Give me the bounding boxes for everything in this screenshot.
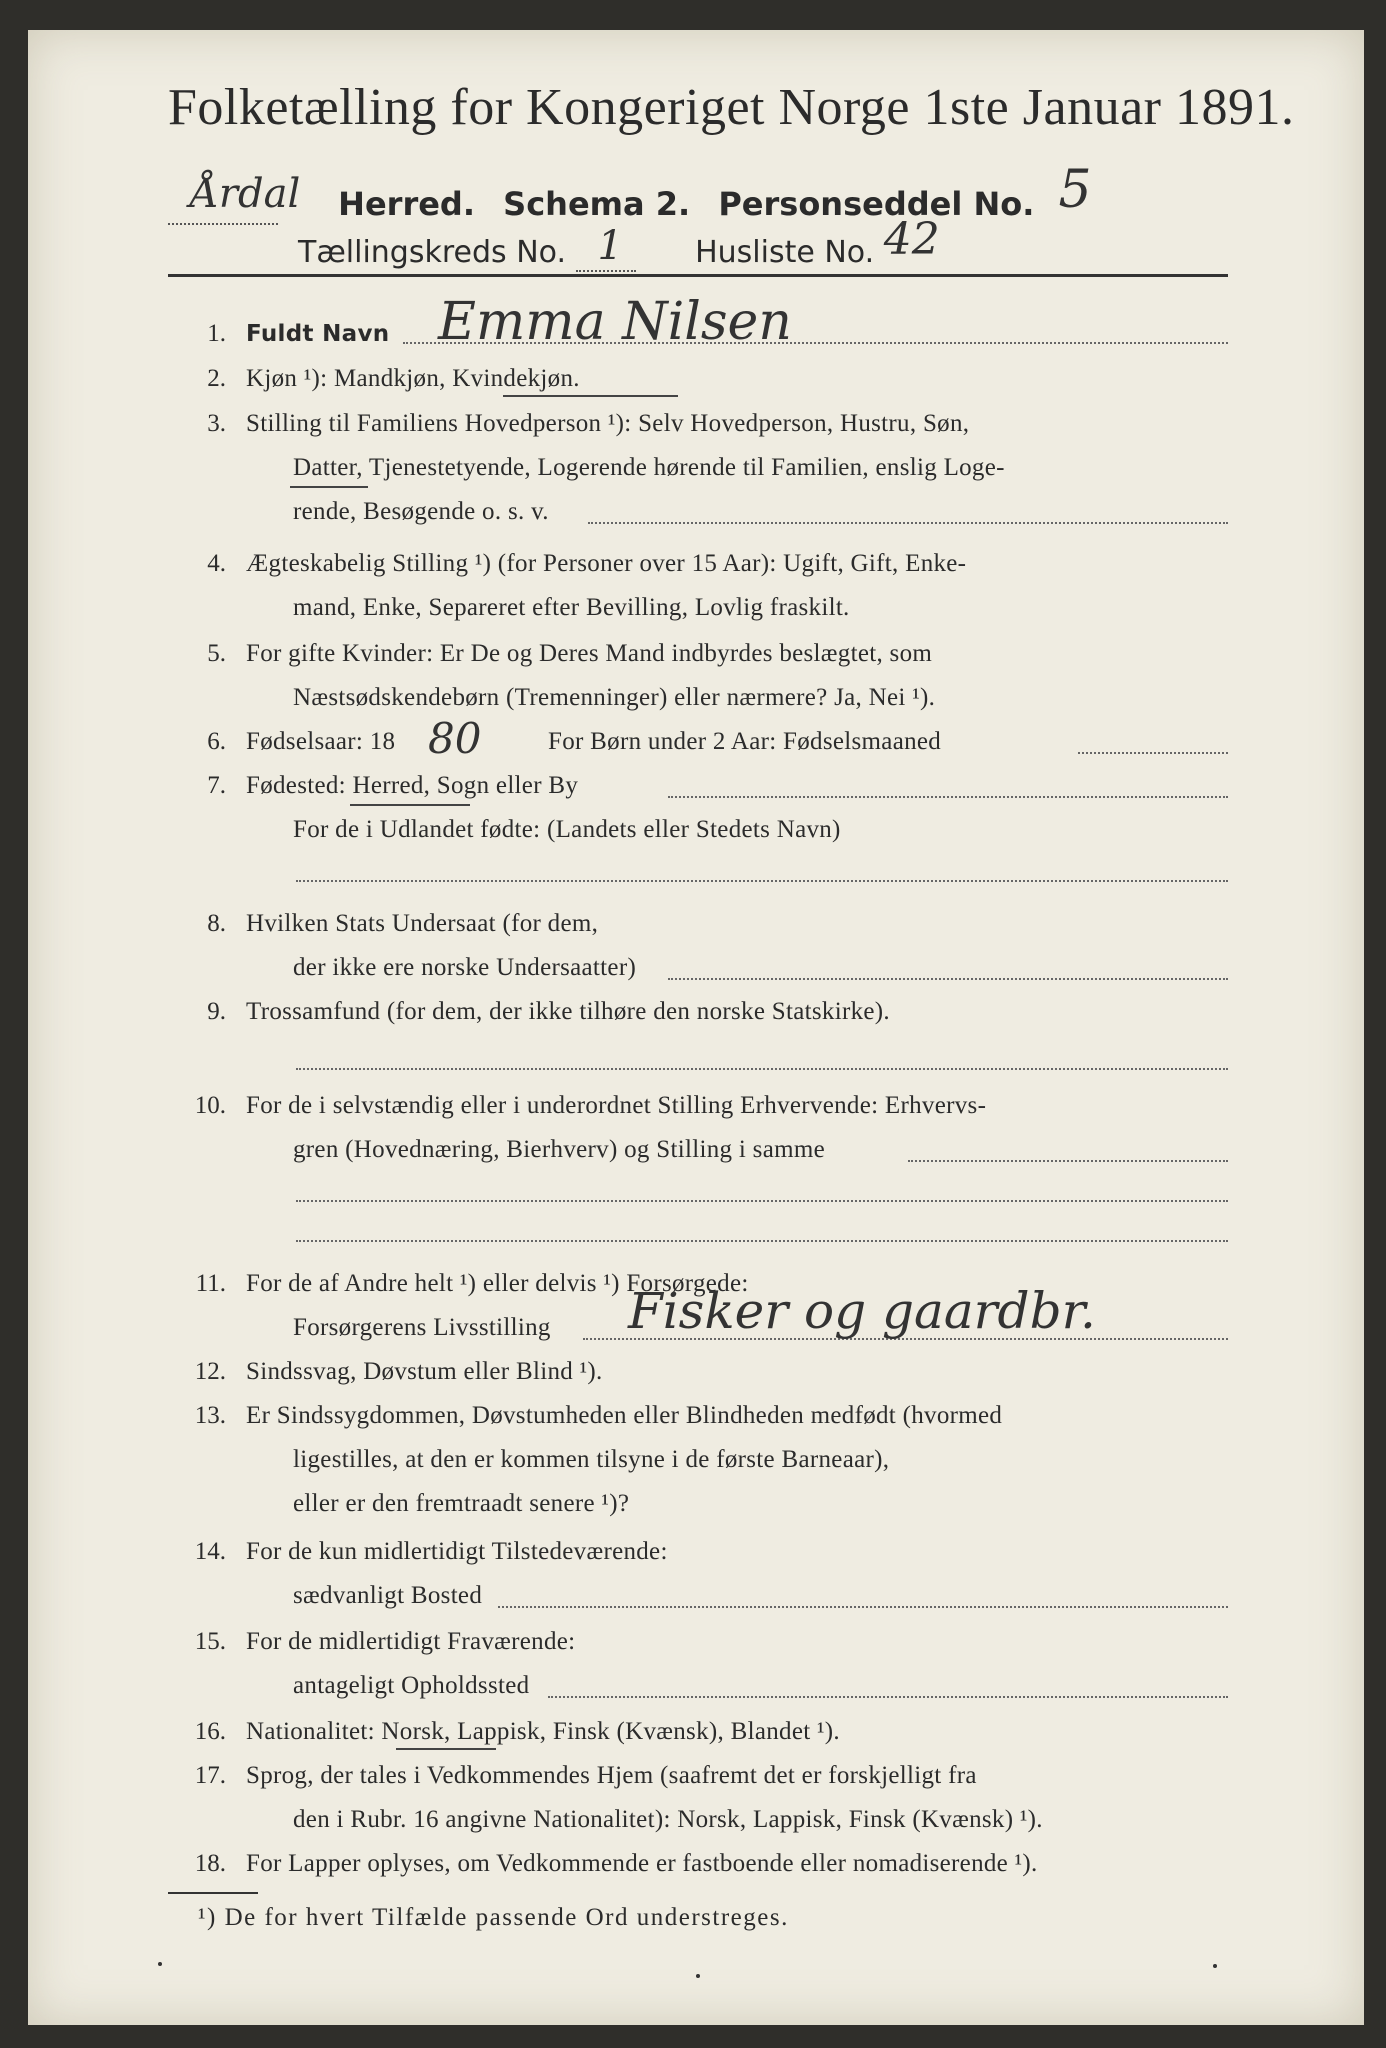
item-number: 15. — [194, 1628, 226, 1655]
dot-leader — [668, 796, 1228, 798]
dot-leader — [296, 1068, 1228, 1070]
item-text: Trossamfund (for dem, der ikke tilhøre den norske Statskirke). — [246, 998, 890, 1025]
item-number: 7. — [207, 772, 226, 799]
personseddel-label: Personseddel No. — [718, 185, 1035, 223]
husliste-label: Husliste No. — [695, 235, 875, 270]
paper-speck — [1213, 1964, 1217, 1968]
item-text: antageligt Opholdssted — [293, 1672, 530, 1699]
item-text: For de i Udlandet fødte: (Landets eller Stedets Navn) — [293, 816, 841, 843]
item-text — [246, 320, 389, 348]
item-number: 18. — [194, 1850, 226, 1877]
item-number: 10. — [194, 1092, 226, 1119]
item-text: Datter, Tjenestetyende, Logerende hørende til Familien, enslig Loge- — [293, 454, 1005, 481]
item-text: Hvilken Stats Undersaat (for dem, — [246, 910, 599, 937]
kvindekjon-underline — [503, 395, 678, 397]
dot-leader — [548, 1696, 1228, 1698]
item-number: 12. — [194, 1358, 226, 1385]
herred-row — [168, 160, 1092, 228]
item-text: der ikke ere norske Undersaatter) — [293, 954, 637, 981]
datter-underline — [290, 486, 368, 488]
census-form — [28, 30, 1364, 2025]
footnote-rule — [168, 1892, 258, 1894]
dot-leader — [668, 978, 1228, 980]
item-text: Sindssvag, Døvstum eller Blind ¹). — [246, 1358, 603, 1385]
dot-leader — [296, 880, 1228, 882]
dot-leader — [588, 522, 1228, 524]
item-number: 6. — [207, 728, 226, 755]
birthyear-value: 80 — [428, 714, 482, 763]
item-text: eller er den fremtraadt senere ¹)? — [293, 1490, 630, 1517]
name-value: Emma Nilsen — [438, 292, 792, 352]
item-text: Sprog, der tales i Vedkommendes Hjem (saafremt det er forskjelligt fra — [246, 1762, 977, 1789]
taellingskreds-value: 1 — [597, 223, 623, 269]
item-text: gren (Hovednæring, Bierhverv) og Stilling i samme — [293, 1136, 825, 1163]
dot-leader — [908, 1160, 1228, 1162]
item-text: Nationalitet: Norsk, Lappisk, Finsk (Kvænsk), Blandet ¹). — [246, 1718, 840, 1745]
item-text: Fødested: Herred, Sogn eller By — [246, 772, 579, 799]
item-number: 2. — [207, 365, 226, 392]
item-text: For de midlertidigt Fraværende: — [246, 1628, 576, 1655]
item-text: For de kun midlertidigt Tilstedeværende: — [246, 1538, 668, 1565]
item-text: Fødselsaar: 18 — [246, 728, 396, 755]
taellingskreds-field — [576, 223, 636, 272]
header-divider — [168, 274, 1228, 277]
herred-underline — [350, 804, 470, 806]
item-number: 3. — [207, 410, 226, 437]
item-label: Fuldt Navn — [246, 321, 390, 347]
dot-leader — [498, 1606, 1228, 1608]
schema-label: Schema 2. — [503, 185, 691, 223]
form-title: Folketælling for Kongeriget Norge 1ste Januar 1891. — [168, 79, 1295, 136]
item-number: 8. — [207, 910, 226, 937]
dot-leader — [296, 1200, 1228, 1202]
item-number: 1. — [207, 320, 226, 347]
item-number: 4. — [207, 550, 226, 577]
item-text: For de af Andre helt ¹) eller delvis ¹) Forsørgede: — [246, 1270, 749, 1297]
item-text: For de i selvstændig eller i underordnet Stilling Erhvervende: Erhvervs- — [246, 1092, 987, 1119]
taellingskreds-label: Tællingskreds No. — [298, 235, 566, 270]
item-text: Næstsødskendebørn (Tremenninger) eller nærmere? Ja, Nei ¹). — [293, 684, 936, 711]
item-text: ligestilles, at den er kommen tilsyne i de første Barneaar), — [293, 1446, 890, 1473]
paper-speck — [696, 1974, 700, 1978]
husliste-value: 42 — [883, 214, 940, 265]
provider-occupation-value: Fisker og gaardbr. — [628, 1282, 1096, 1340]
item-text: Kjøn ¹): Mandkjøn, Kvindekjøn. — [246, 365, 580, 392]
herred-label: Herred. — [338, 185, 475, 223]
item-text: For Børn under 2 Aar: Fødselsmaaned — [548, 728, 942, 755]
item-text: mand, Enke, Separeret efter Bevilling, Lovlig fraskilt. — [293, 594, 850, 621]
paper-speck — [158, 1962, 162, 1966]
norsk-underline — [396, 1748, 496, 1750]
footnote: ¹) De for hvert Tilfælde passende Ord understreges. — [198, 1904, 789, 1931]
item-number: 17. — [194, 1762, 226, 1789]
item-number: 9. — [207, 998, 226, 1025]
item-number: 14. — [194, 1538, 226, 1565]
item-text: sædvanligt Bosted — [293, 1582, 483, 1609]
item-number: 5. — [207, 640, 226, 667]
item-number: 16. — [194, 1718, 226, 1745]
taellingskreds-row — [298, 214, 940, 273]
dot-leader — [296, 1240, 1228, 1242]
personseddel-value: 5 — [1058, 160, 1092, 220]
item-text: Ægteskabelig Stilling ¹) (for Personer over 15 Aar): Ugift, Gift, Enke- — [246, 550, 967, 577]
item-text: For gifte Kvinder: Er De og Deres Mand indbyrdes beslægtet, som — [246, 640, 933, 667]
item-text: For Lapper oplyses, om Vedkommende er fastboende eller nomadiserende ¹). — [246, 1850, 1038, 1877]
item-text: Er Sindssygdommen, Døvstumheden eller Blindheden medfødt (hvormed — [246, 1402, 1003, 1429]
item-number: 11. — [195, 1270, 226, 1297]
item-text: den i Rubr. 16 angivne Nationalitet): Norsk, Lappisk, Finsk (Kvænsk) ¹). — [293, 1806, 1043, 1833]
item-text: Forsørgerens Livsstilling — [293, 1314, 551, 1341]
herred-field — [168, 171, 301, 225]
dot-leader — [1078, 752, 1228, 754]
herred-value: Årdal — [190, 171, 301, 217]
item-number: 13. — [194, 1402, 226, 1429]
item-text: Stilling til Familiens Hovedperson ¹): Selv Hovedperson, Hustru, Søn, — [246, 410, 970, 437]
item-text: rende, Besøgende o. s. v. — [293, 498, 549, 525]
